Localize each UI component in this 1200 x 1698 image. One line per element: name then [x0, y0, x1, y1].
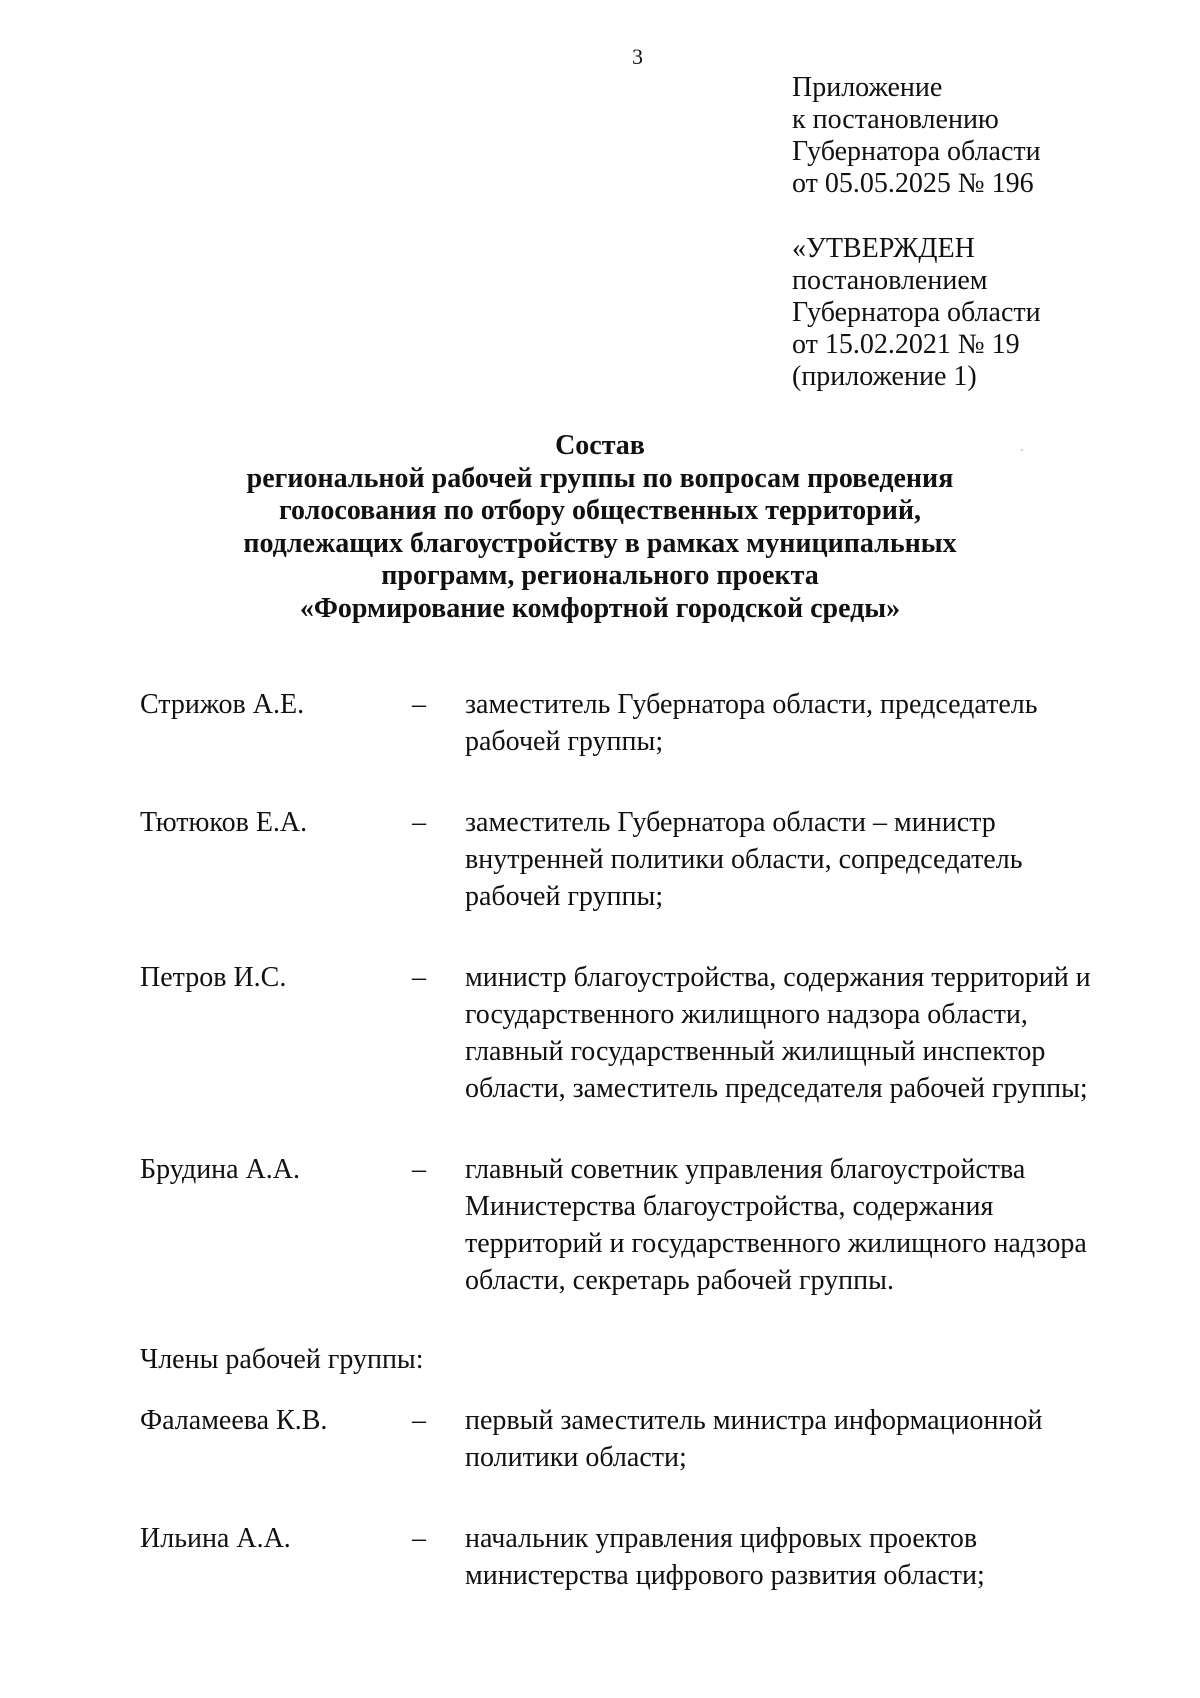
document-title: [150, 430, 1050, 625]
members-heading: Члены рабочей группы:: [140, 1344, 424, 1375]
member-name: Брудина А.А.: [140, 1154, 301, 1185]
role-line: министерства цифрового развития области;: [465, 1560, 985, 1591]
title-line: региональной рабочей группы по вопросам проведения: [246, 462, 954, 494]
appendix-line: к постановлению: [792, 104, 999, 135]
member-role: [465, 959, 1140, 1107]
role-line: заместитель Губернатора области, председатель: [465, 689, 1038, 720]
approved-line: постановлением: [792, 265, 988, 296]
dash-separator: –: [412, 1154, 426, 1185]
title-line: подлежащих благоустройству в рамках муниципальных: [243, 527, 957, 559]
role-line: рабочей группы;: [465, 726, 664, 757]
role-line: области, заместитель председателя рабочей группы;: [465, 1073, 1088, 1104]
appendix-reference: [792, 72, 1172, 200]
title-line: «Формирование комфортной городской среды»: [299, 592, 901, 624]
role-line: политики области;: [465, 1442, 687, 1473]
member-entry: [140, 1402, 1140, 1476]
role-line: рабочей группы;: [465, 881, 664, 912]
member-name: Петров И.С.: [140, 962, 287, 993]
member-entry: [140, 959, 1140, 1107]
approval-stamp-text: [792, 233, 1172, 393]
member-role: [465, 804, 1140, 915]
member-role: [465, 686, 1140, 760]
dash-separator: –: [412, 689, 426, 720]
title-line: голосования по отбору общественных территорий,: [279, 495, 921, 526]
role-line: заместитель Губернатора области – министр: [465, 807, 996, 838]
appendix-line: от 05.05.2025 № 196: [792, 168, 1034, 199]
member-role: [465, 1402, 1140, 1476]
member-entry: [140, 804, 1140, 915]
member-name: Фаламеева К.В.: [140, 1405, 328, 1436]
role-line: области, секретарь рабочей группы.: [465, 1265, 894, 1296]
dash-separator: –: [412, 962, 426, 993]
dash-separator: –: [412, 807, 426, 838]
member-entry: [140, 1520, 1140, 1594]
member-name: Тютюков Е.А.: [140, 807, 308, 838]
appendix-line: Приложение: [792, 72, 943, 103]
role-line: министр благоустройства, содержания территорий и: [465, 962, 1091, 993]
role-line: главный советник управления благоустройства: [465, 1154, 1026, 1185]
role-line: внутренней политики области, сопредседатель: [465, 844, 1023, 875]
role-line: государственного жилищного надзора области,: [465, 999, 1028, 1030]
member-name: Ильина А.А.: [140, 1523, 291, 1554]
member-entry: [140, 1151, 1140, 1299]
approved-line: «УТВЕРЖДЕН: [792, 233, 975, 264]
role-line: первый заместитель министра информационной: [465, 1405, 1043, 1436]
member-entry: [140, 686, 1140, 760]
member-role: [465, 1520, 1140, 1594]
role-line: территорий и государственного жилищного надзора: [465, 1228, 1087, 1259]
member-role: [465, 1151, 1140, 1299]
role-line: главный государственный жилищный инспектор: [465, 1036, 1046, 1067]
approved-line: (приложение 1): [792, 361, 977, 392]
role-line: Министерства благоустройства, содержания: [465, 1191, 994, 1222]
dash-separator: –: [412, 1523, 426, 1554]
appendix-line: Губернатора области: [792, 136, 1041, 167]
member-name: Стрижов А.Е.: [140, 689, 305, 720]
role-line: начальник управления цифровых проектов: [465, 1523, 978, 1554]
title-line: Состав: [555, 430, 645, 461]
approved-line: Губернатора области: [792, 297, 1041, 328]
title-line: программ, регионального проекта: [381, 560, 819, 591]
members-list: [140, 686, 1140, 1594]
page-number: 3: [632, 44, 643, 69]
approved-line: от 15.02.2021 № 19: [792, 329, 1020, 360]
dash-separator: –: [412, 1405, 426, 1436]
